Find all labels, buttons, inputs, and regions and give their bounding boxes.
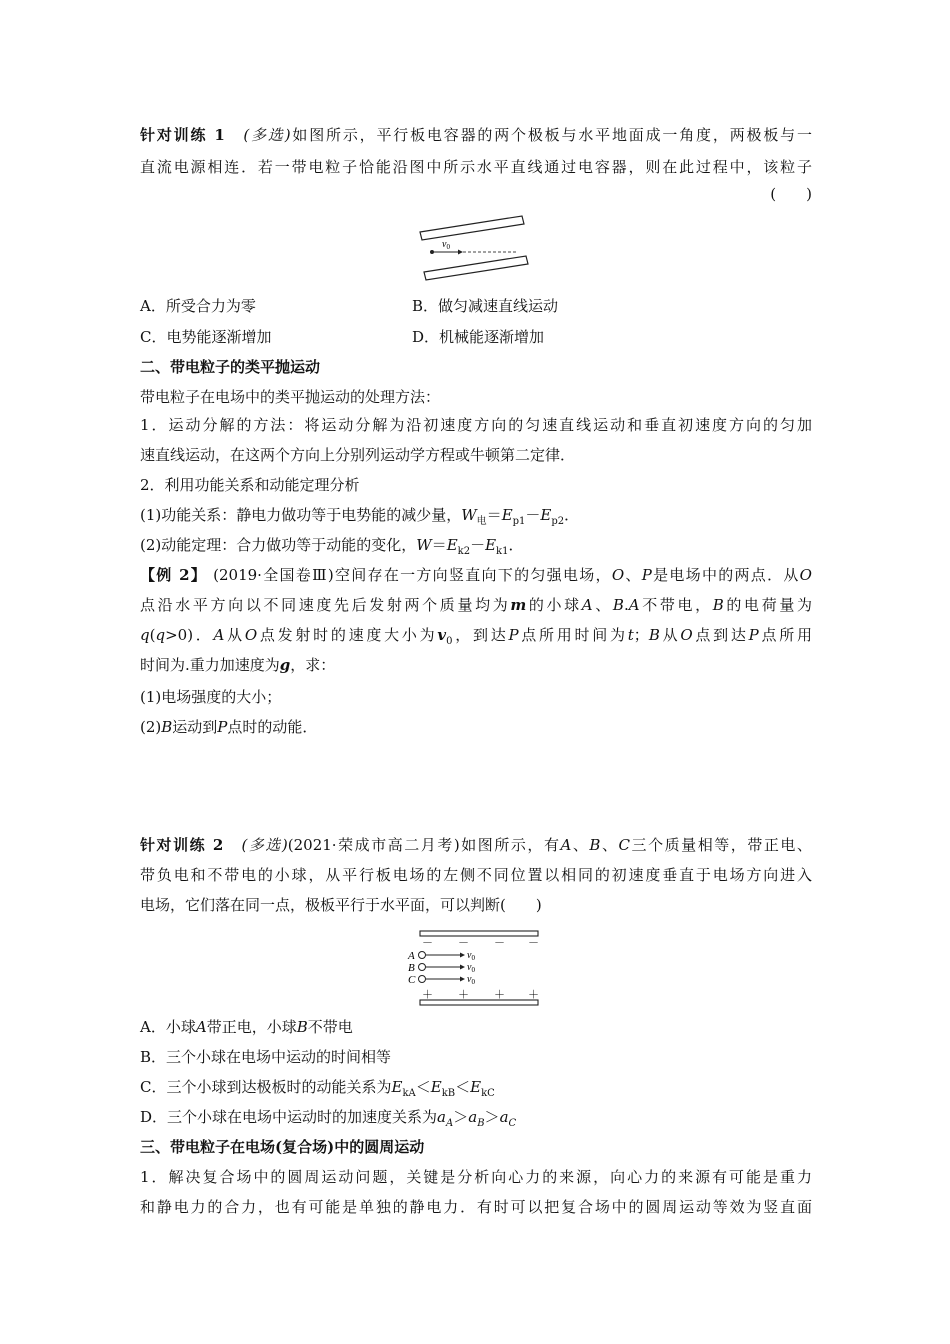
ball-b-label: B <box>408 962 415 974</box>
ball-b <box>419 964 426 971</box>
t1-options-row-1 <box>140 295 812 317</box>
t2-label: 针对训练 2 <box>140 836 224 854</box>
arrow-head <box>460 953 465 958</box>
section-2-heading: 二、带电粒子的类平抛运动 <box>140 358 321 376</box>
example-2-line-2: 点沿水平方向以不同速度先后发射两个质量均为m的小球A、B.A不带电，B的电荷量为 <box>140 596 812 614</box>
t1-options-row-2 <box>140 326 812 348</box>
t2-option-b[interactable]: B．三个小球在电场中运动的时间相等 <box>140 1048 392 1066</box>
t1-tag: (多选) <box>243 126 291 144</box>
method-1-line-1: 1．运动分解的方法：将运动分解为沿初速度方向的匀速直线运动和垂直初速度方向的匀加 <box>140 416 812 434</box>
minus-sign: － <box>458 937 469 949</box>
arrow-head <box>458 250 463 255</box>
minus-sign: － <box>494 937 505 949</box>
method-1-line-2: 速直线运动，在这两个方向上分别列运动学方程或牛顿第二定律． <box>140 446 576 464</box>
plus-sign: ＋ <box>494 989 505 1001</box>
t2-line-1: 针对训练 2 (多选)(2021·荣成市高二月考)如图所示，有A、B、C三个质量相等，带正电、 <box>140 836 812 854</box>
ball-a <box>419 952 426 959</box>
section-3-heading: 三、带电粒子在电场(复合场)中的圆周运动 <box>140 1138 425 1156</box>
arrow-head <box>460 965 465 970</box>
t1-option-b[interactable]: B．做匀减速直线运动 <box>412 297 559 315</box>
ball-a-label: A <box>408 950 415 962</box>
plus-sign: ＋ <box>458 989 469 1001</box>
plus-sign: ＋ <box>422 989 433 1001</box>
plus-sign: ＋ <box>528 989 539 1001</box>
t1-option-c[interactable]: C．电势能逐渐增加 <box>140 328 272 346</box>
section-3-line-2: 和静电力的合力，也有可能是单独的静电力．有时可以把复合场中的圆周运动等效为竖直面 <box>140 1198 812 1216</box>
arrow-head <box>460 977 465 982</box>
t1-option-a[interactable]: A．所受合力为零 <box>140 297 256 315</box>
example-2-line-4: 时间为.重力加速度为g，求： <box>140 656 336 674</box>
kinetic-energy-theorem: (2)动能定理：合力做功等于动能的变化，$W=E_{k2}-E_{k1}$． <box>140 536 524 557</box>
minus-sign: － <box>528 937 539 949</box>
example-2-question-1: (1)电场强度的大小； <box>140 688 282 706</box>
upper-plate <box>420 216 524 240</box>
section-3-line-1: 1．解决复合场中的圆周运动问题，关键是分析向心力的来源，向心力的来源有可能是重力 <box>140 1168 812 1186</box>
method-2: 2．利用功能关系和动能定理分析 <box>140 476 360 494</box>
v0-label: $v_0$ <box>467 950 475 962</box>
t1-option-d[interactable]: D．机械能逐渐增加 <box>412 328 545 346</box>
t1-answer-blank: ( ) <box>770 185 812 203</box>
v0-label: $v_0$ <box>467 962 475 974</box>
bottom-plate <box>420 1000 538 1005</box>
capacitor-figure <box>410 210 540 285</box>
top-plate <box>420 931 538 936</box>
t2-option-c[interactable]: C．三个小球到达极板时的动能关系为$E_{kA}<E_{kB}<E_{kC}$ <box>140 1078 495 1099</box>
t2-option-a[interactable]: A．小球A带正电，小球B不带电 <box>140 1018 353 1036</box>
minus-sign: － <box>422 937 433 949</box>
example-2-line-1: 【例 2】 (2019·全国卷Ⅲ)空间存在一方向竖直向下的匀强电场，O、P是电场中的两点．从O <box>140 566 812 584</box>
example-2-line-3: q(q>0)．A从O点发射时的速度大小为$v_0$，到达P点所用时间为t；B从O点到达P点所用 <box>140 626 812 647</box>
t2-option-d[interactable]: D．三个小球在电场中运动时的加速度关系为$a_A>a_B>a_C$ <box>140 1108 517 1129</box>
v0-label: $v_0$ <box>442 239 450 251</box>
t2-line-3: 电场，它们落在同一点，极板平行于水平面，可以判断( ) <box>140 896 542 914</box>
example-2-question-2: (2)B运动到P点时的动能． <box>140 718 318 736</box>
t2-line-2: 带负电和不带电的小球，从平行板电场的左侧不同位置以相同的初速度垂直于电场方向进入 <box>140 866 812 884</box>
ball-c-label: C <box>408 974 416 986</box>
parallel-plates-figure <box>400 928 550 1010</box>
example-2-label: 【例 2】 <box>140 566 208 584</box>
lower-plate <box>424 256 528 280</box>
t1-line-2: 直流电源相连．若一带电粒子恰能沿图中所示水平直线通过电容器，则在此过程中，该粒子 <box>140 158 812 176</box>
t1-label: 针对训练 1 <box>140 126 225 144</box>
v0-label: $v_0$ <box>467 974 475 986</box>
ball-c <box>419 976 426 983</box>
energy-relation: (1)功能关系：静电力做功等于电势能的减少量，$W_电=E_{p1}-E_{p2}$． <box>140 506 580 527</box>
section-2-intro: 带电粒子在电场中的类平抛运动的处理方法： <box>140 388 441 406</box>
t1-line-1: 针对训练 1 (多选)如图所示，平行板电容器的两个极板与水平地面成一角度，两极板与一 <box>140 126 812 144</box>
